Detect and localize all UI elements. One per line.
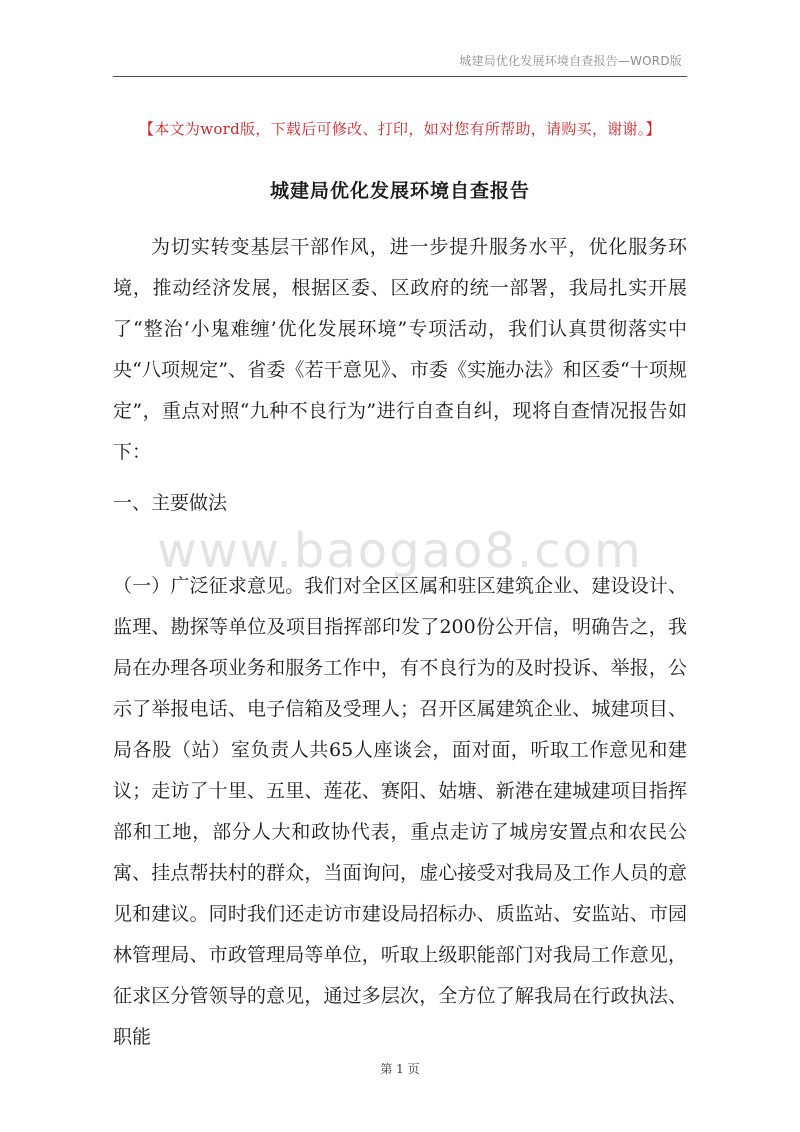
running-header: 城建局优化发展环境自查报告—WORD版: [459, 54, 682, 68]
watermark: www.baogao8.com: [157, 523, 643, 579]
document-title: 城建局优化发展环境自查报告: [269, 180, 530, 202]
purchase-notice: 【本文为word版，下载后可修改、打印，如对您有所帮助，请购买，谢谢。】: [139, 120, 661, 138]
body-paragraph: （一）广泛征求意见。我们对全区区属和驻区建筑企业、建设设计、监理、勘探等单位及项目指挥部印发了200份公开信，明确告之，我局在办理各项业务和服务工作中，有不良行为的及时投诉、举报，公示了举报电话、电子信箱及受理人；召开区属建筑企业、城建项目、局各股（站）室负责人共65人座谈会，面对面，听取工作意见和建议；走访了十里、五里、莲花、赛阳、姑塘、新港在建城建项目指挥部和工地，部分人大和政协代表，重点走访了城房安置点和农民公寓、挂点帮扶村的群众，当面询问，虚心接受对我局及工作人员的意见和建议。同时我们还走访市建设局招标办、质监站、安监站、市园林管理局、市政管理局等单位，听取上级职能部门对我局工作意见，征求区分管领导的意见，通过多层次，全方位了解我局在行政执法、职能: [113, 575, 687, 1048]
header-divider: [113, 76, 687, 77]
section-heading: 一、主要做法: [113, 492, 228, 514]
page-number: 第 1 页: [380, 1062, 420, 1076]
intro-paragraph: 为切实转变基层干部作风，进一步提升服务水平，优化服务环境，推动经济发展，根据区委、区政府的统一部署，我局扎实开展了“整治‘小鬼难缠’优化发展环境”专项活动，我们认真贯彻落实中央“八项规定”、省委《若干意见》、市委《实施办法》和区委“十项规定”，重点对照“九种不良行为”进行自查自纠，现将自查情况报告如下：: [113, 236, 687, 463]
